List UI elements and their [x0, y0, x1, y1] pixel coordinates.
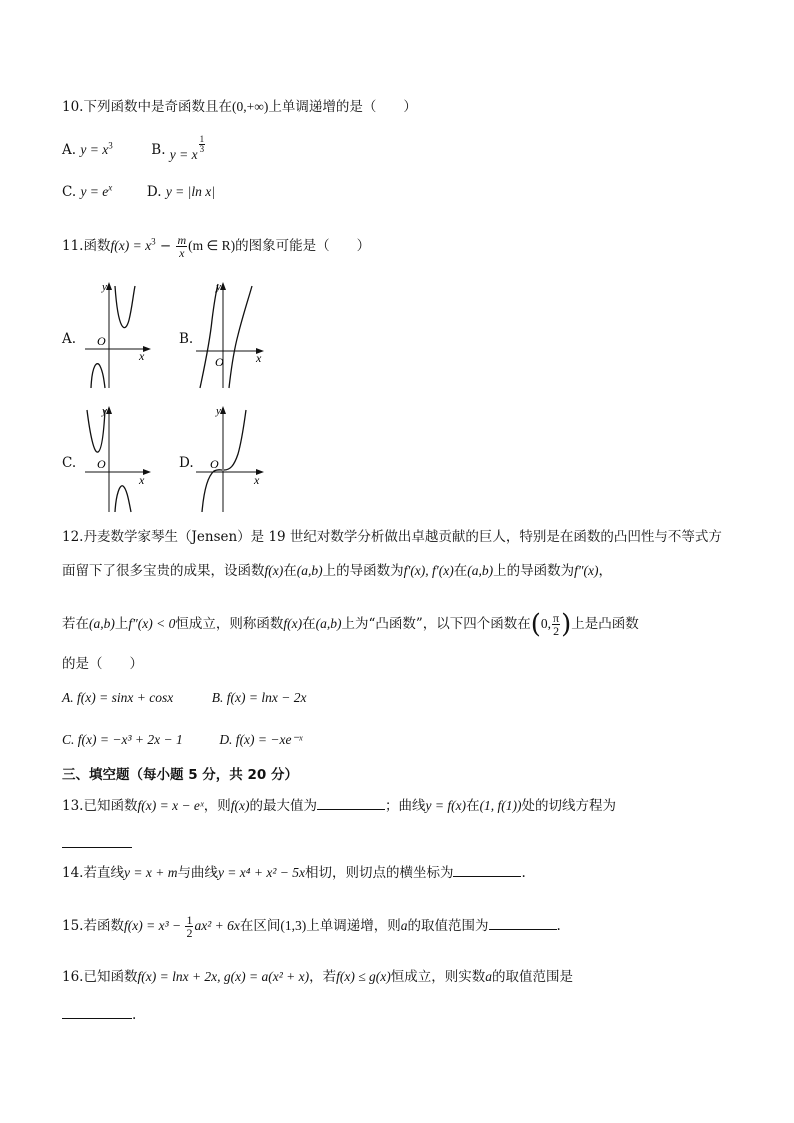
- q16-line2: .: [62, 1006, 136, 1024]
- q12-option-c: C. f(x) = −x³ + 2x − 1: [62, 732, 183, 747]
- q12-options-cd: [62, 731, 302, 749]
- graph-b-y-label: y: [216, 281, 221, 293]
- graph-b-x-label: x: [256, 351, 262, 365]
- graph-c: [85, 404, 155, 514]
- graph-a-curve-right: [115, 286, 135, 328]
- q10-stem: 10.下列函数中是奇函数且在(0,+∞)上单调递增的是（ ）: [62, 99, 417, 115]
- graph-a-origin-label: O: [97, 334, 106, 348]
- q14-line: 14.若直线y = x + m与曲线y = x⁴ + x² − 5x相切，则切点的横坐标为 .: [62, 865, 526, 881]
- graph-a-y-label: y: [102, 281, 107, 293]
- q10-options-cd: [62, 183, 215, 201]
- graph-c-curve-right: [115, 486, 131, 512]
- q16-blank[interactable]: [62, 1017, 132, 1019]
- graph-b-y-arrow: [220, 282, 226, 290]
- graph-a-y-arrow: [106, 282, 112, 290]
- q13-line1: 13.已知函数f(x) = x − eˣ，则f(x)的最大值为 ；曲线y = f(x)在(1, f(1))处的切线方程为: [62, 798, 617, 814]
- graph-c-x-label: x: [139, 473, 145, 487]
- q15-line: 15.若函数f(x) = x³ − $\frac{1}{2}$ ax² + 6x在区间(1,3)上单调递增，则a的取值范围为 .: [62, 913, 561, 940]
- q10-option-b: B. y = x $\frac{1}{3}$: [151, 134, 205, 162]
- graph-d-origin-label: O: [210, 457, 219, 471]
- graph-d: [196, 404, 271, 514]
- graph-c-origin-label: O: [97, 457, 106, 471]
- graph-d-y-label: y: [216, 405, 221, 417]
- graph-c-y-label: y: [102, 405, 107, 417]
- q12-line1: 12.丹麦数学家琴生（Jensen）是 19 世纪对数学分析做出卓越贡献的巨人，特别是在函数的凸凹性与不等式方: [62, 529, 722, 545]
- q15-blank[interactable]: [489, 928, 557, 930]
- q16-line: 16.已知函数f(x) = lnx + 2x, g(x) = a(x² + x)，若f(x) ≤ g(x)恒成立，则实数a的取值范围是: [62, 969, 574, 985]
- q12-line3: 若在(a,b)上f″(x) < 0恒成立，则称函数f(x)在(a,b)上为“凸函数”，以下四个函数在(0, $\frac{\pi}{2}$ )上是凸函数: [62, 609, 639, 640]
- section-title: 三、填空题（每小题 5 分，共 20 分）: [62, 767, 298, 783]
- q10-options-ab: [62, 134, 206, 162]
- q10-option-c: C. $y = e^x$: [62, 182, 113, 200]
- graph-c-label: C.: [62, 455, 77, 471]
- graph-b-curve-right: [229, 286, 252, 388]
- graph-d-curve-right: [224, 410, 246, 470]
- graph-b-label: B.: [179, 331, 194, 347]
- graph-a-x-label: x: [139, 349, 145, 363]
- q12-option-a: A. f(x) = sinx + cosx: [62, 690, 174, 705]
- q12-option-b: B. f(x) = lnx − 2x: [211, 690, 307, 705]
- graph-a: [85, 280, 155, 390]
- graph-b-curve-left: [200, 284, 218, 388]
- graph-a-label: A.: [62, 331, 77, 347]
- graph-d-label: D.: [179, 455, 194, 471]
- q14-blank[interactable]: [453, 875, 521, 877]
- q12-option-d: D. f(x) = −xe⁻ˣ: [219, 732, 303, 747]
- q13-blank-2[interactable]: [62, 846, 132, 848]
- graph-c-y-arrow: [106, 406, 112, 414]
- graph-d-curve-left: [202, 470, 222, 512]
- graph-a-curve-left: [91, 364, 105, 388]
- q12-line4: 的是（ ）: [62, 656, 143, 672]
- graph-d-y-arrow: [220, 406, 226, 414]
- q12-line2: 面留下了很多宝贵的成果，设函数f(x)在(a,b)上的导函数为f′(x), f′(x)在(a,b)上的导函数为f″(x)，: [62, 563, 612, 579]
- q12-options-ab: [62, 689, 306, 707]
- graph-d-x-label: x: [254, 473, 260, 487]
- graph-b-origin-label: O: [215, 355, 224, 369]
- q13-blank-1[interactable]: [317, 808, 385, 810]
- q11-stem: 11.函数$f(x) = x^3$ − $\frac{m}{x}$ (m ∈ R)的图象可能是（ ）: [62, 233, 371, 260]
- q10-option-a: A. $y = x^3$: [62, 140, 113, 158]
- graph-b: [196, 280, 271, 390]
- q10-option-d: D. y = |ln x|: [146, 184, 215, 200]
